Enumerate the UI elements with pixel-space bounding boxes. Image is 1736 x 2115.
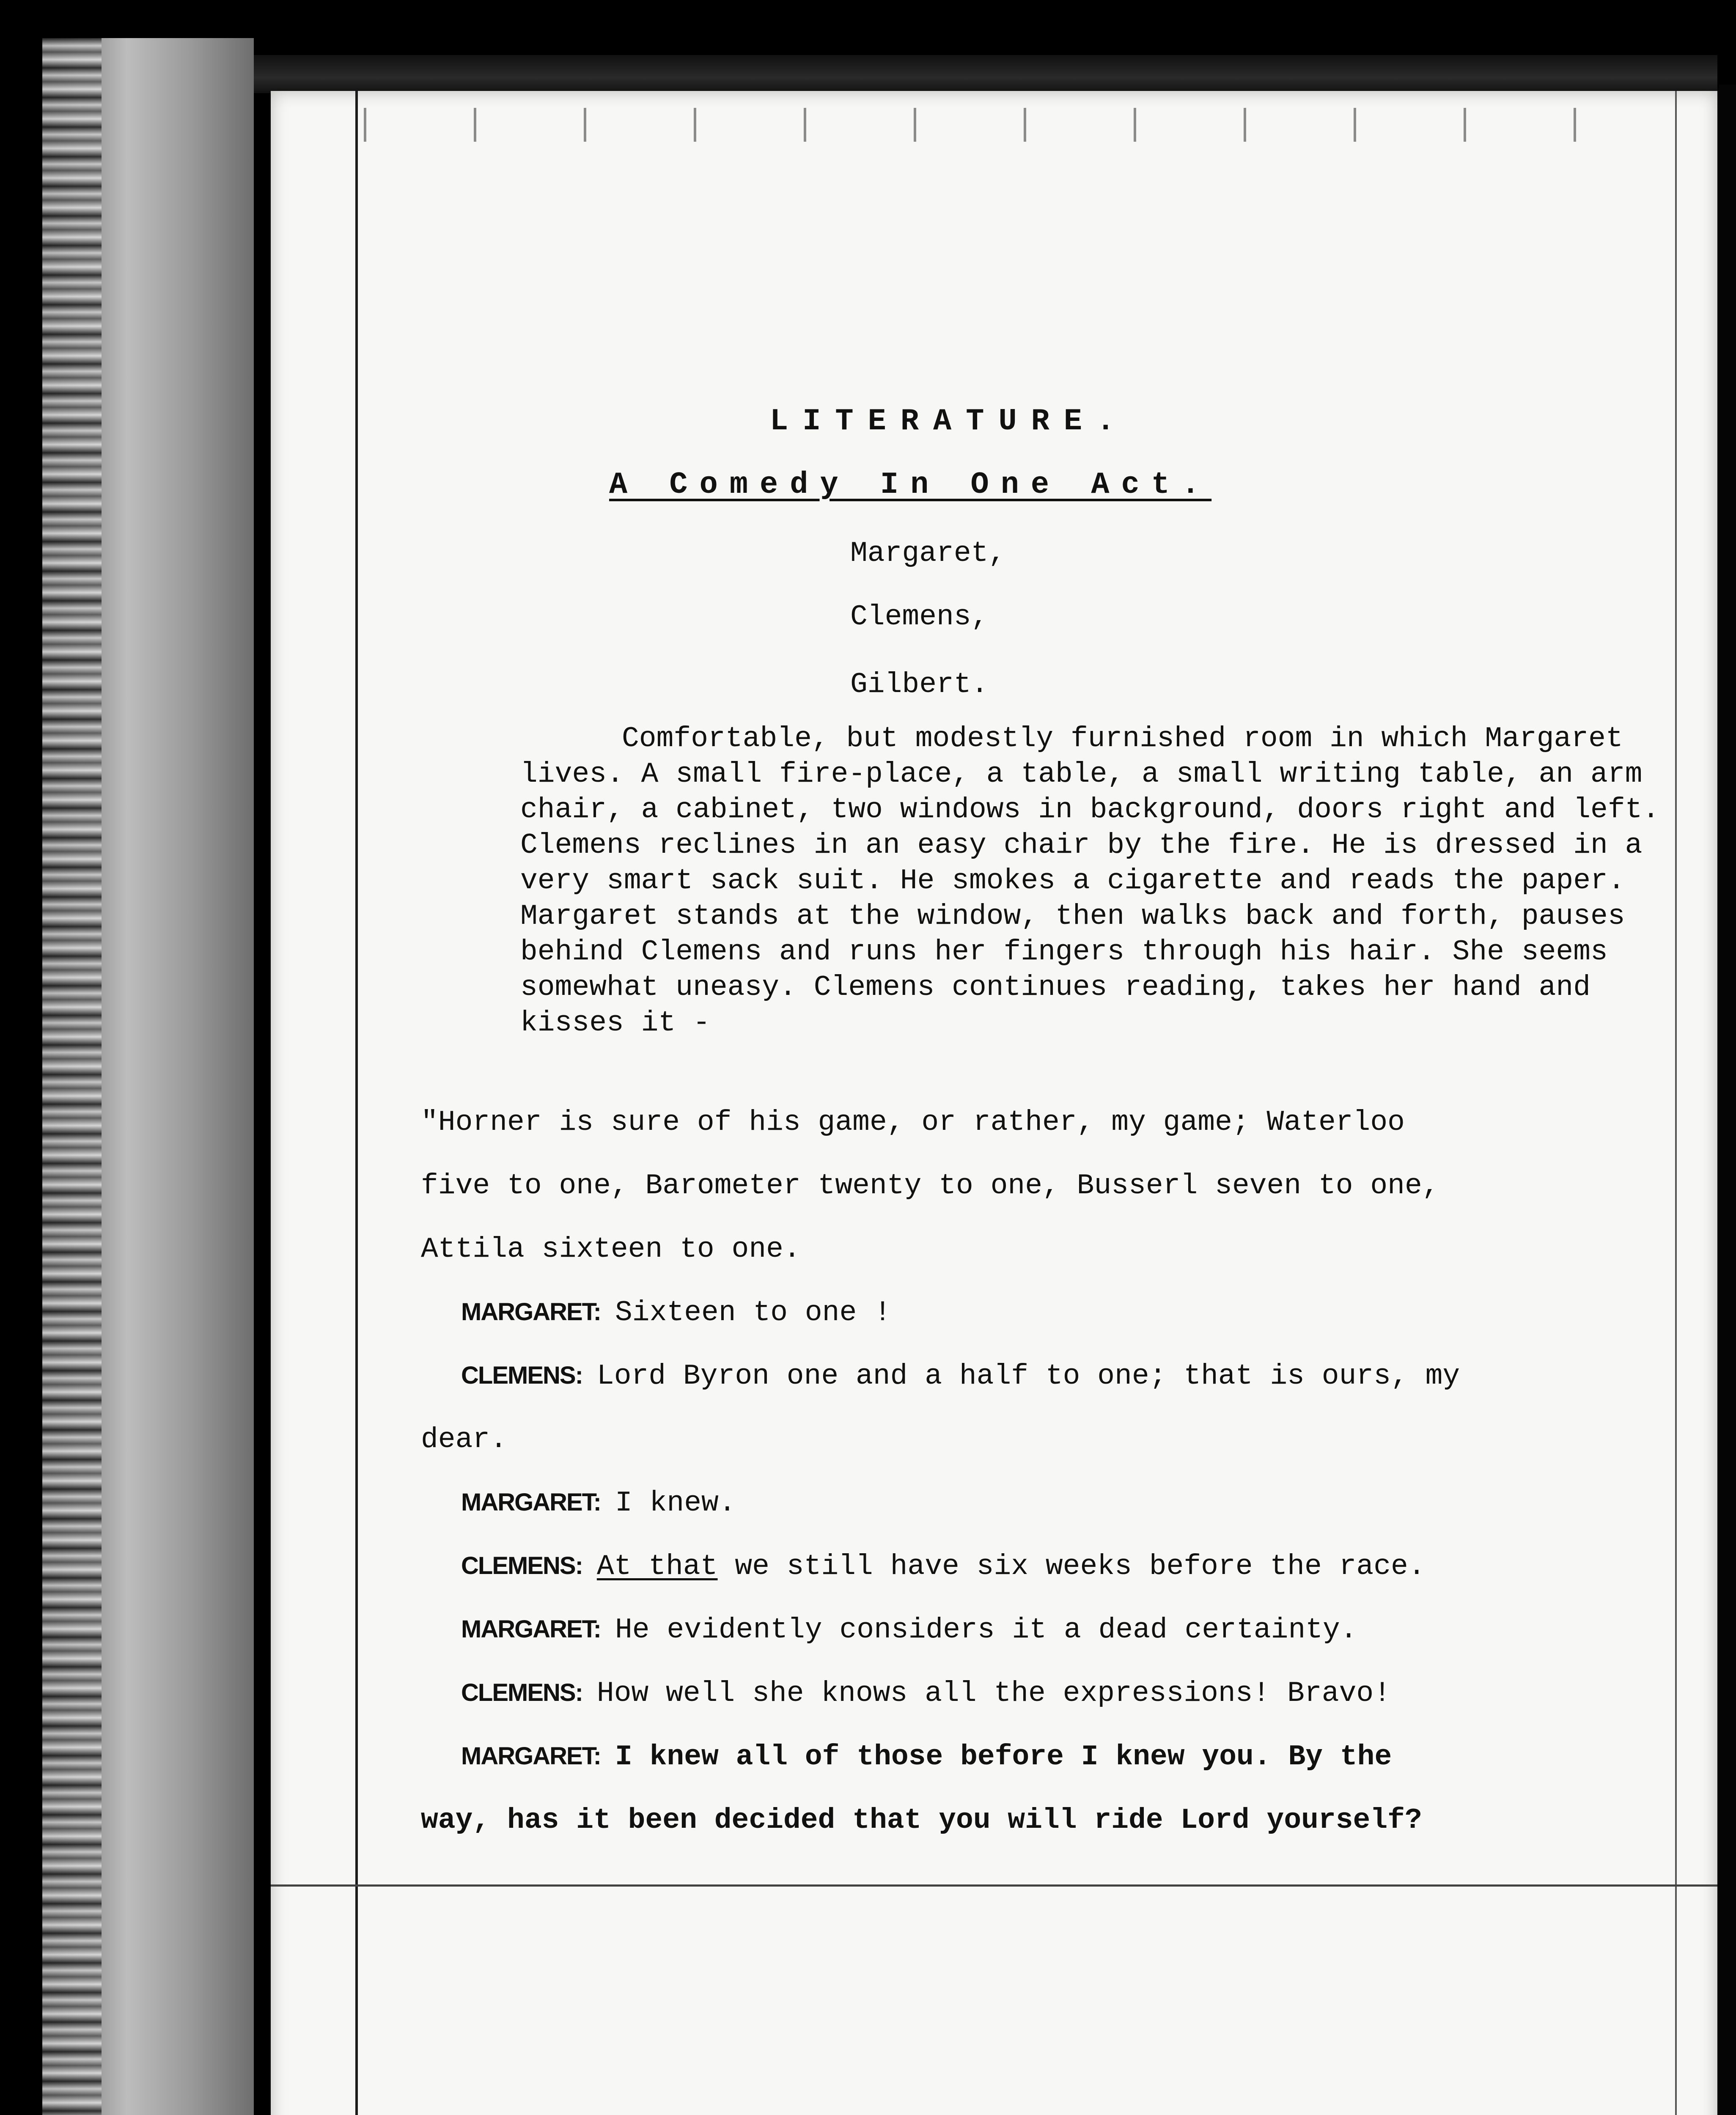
dialogue-text: I knew all of those before I knew you. By the xyxy=(615,1741,1392,1773)
dialogue-text: Lord Byron one and a half to one; that is ours, my xyxy=(596,1360,1460,1393)
dialogue-text: I knew. xyxy=(615,1487,736,1519)
page-text xyxy=(271,91,1717,2115)
character-clemens: Clemens, xyxy=(850,601,989,633)
dialogue-line xyxy=(461,1677,1391,1710)
play-title: LITERATURE. xyxy=(770,404,1129,439)
play-subtitle: A Comedy In One Act. xyxy=(609,467,1212,502)
dialogue-line xyxy=(461,1296,891,1329)
reading-line: Attila sixteen to one. xyxy=(421,1233,801,1266)
stage-direction: Comfortable, but modestly furnished room in which Margaret lives. A small fire-place, a table, a small writing table, an arm chair, a cabinet, two windows in background, doors right and left. Clemens reclines in an easy chair by the fire. He is dressed in a very smart sack suit. He smokes a cigarette and reads the paper. Margaret stands at the window, then walks back and forth, pauses behind Clemens and runs her fingers through his hair. She seems somewhat uneasy. Clemens continues reading, takes her hand and kisses it - xyxy=(520,722,1660,1039)
dialogue-line xyxy=(461,1360,1460,1393)
dialogue-continuation: way, has it been decided that you will ride Lord yourself? xyxy=(421,1804,1422,1837)
character-margaret: Margaret, xyxy=(850,537,1006,570)
dialogue-line xyxy=(461,1741,1392,1773)
reading-line: "Horner is sure of his game, or rather, my game; Waterloo xyxy=(421,1106,1405,1139)
typescript-page xyxy=(271,91,1717,2115)
speaker-label: CLEMENS: xyxy=(461,1362,582,1389)
character-gilbert: Gilbert. xyxy=(850,668,989,701)
dialogue-text: we still have six weeks before the race. xyxy=(717,1550,1426,1583)
dialogue-text: Sixteen to one ! xyxy=(615,1296,891,1329)
top-scan-band xyxy=(254,55,1717,93)
scan-edge-right xyxy=(1719,85,1736,2115)
speaker-label: MARGARET: xyxy=(461,1615,601,1643)
speaker-label: CLEMENS: xyxy=(461,1679,582,1706)
torn-left-margin xyxy=(42,38,254,2115)
reading-line: five to one, Barometer twenty to one, Busserl seven to one, xyxy=(421,1170,1439,1202)
speaker-label: CLEMENS: xyxy=(461,1552,582,1579)
dialogue-line xyxy=(461,1550,1426,1583)
dialogue-text: He evidently considers it a dead certainty. xyxy=(615,1614,1357,1646)
dialogue-text: How well she knows all the expressions! Bravo! xyxy=(596,1677,1391,1710)
speaker-label: MARGARET: xyxy=(461,1298,601,1326)
speaker-label: MARGARET: xyxy=(461,1742,601,1770)
underlined-text: At that xyxy=(596,1550,718,1583)
dialogue-line xyxy=(461,1614,1357,1646)
dialogue-line xyxy=(461,1487,736,1519)
dialogue-continuation: dear. xyxy=(421,1423,508,1456)
speaker-label: MARGARET: xyxy=(461,1489,601,1516)
